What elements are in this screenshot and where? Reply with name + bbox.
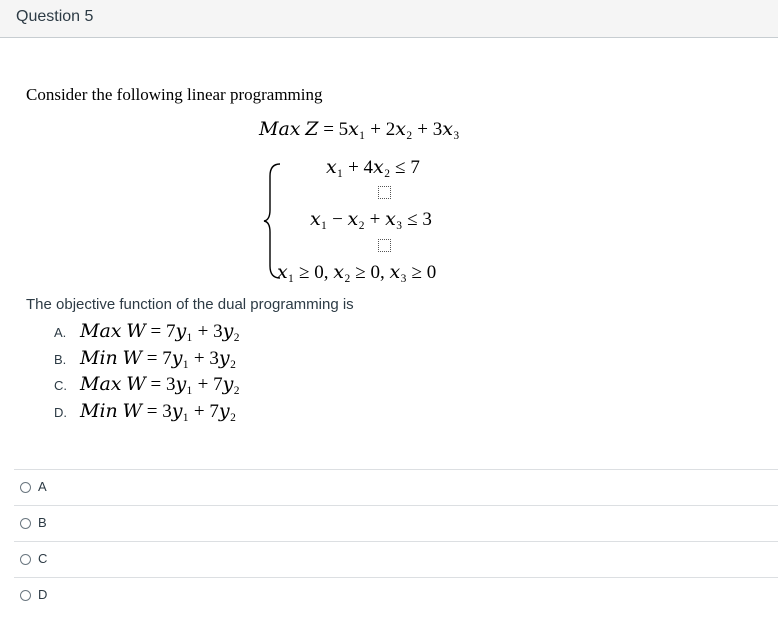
option-c	[54, 373, 240, 396]
constraint-1: 𝑥₁ + 4𝑥₂ ≤ 7	[326, 157, 420, 178]
radio-button[interactable]	[20, 518, 31, 529]
option-letter: D.	[54, 405, 67, 420]
nonnegativity-constraint: 𝑥₁ ≥ 0, 𝑥₂ ≥ 0, 𝑥₃ ≥ 0	[277, 262, 437, 283]
answer-label[interactable]: D	[38, 587, 48, 602]
question-title: Question 5	[16, 8, 94, 25]
option-expression: 𝑀𝑖𝑛 𝑊 = 3𝑦₁ + 7𝑦₂	[80, 401, 237, 422]
option-expression: 𝑀𝑎𝑥 𝑊 = 3𝑦₁ + 7𝑦₂	[80, 374, 240, 395]
placeholder-box-icon	[378, 186, 391, 199]
option-letter: C.	[54, 378, 67, 393]
option-expression: 𝑀𝑖𝑛 𝑊 = 7𝑦₁ + 3𝑦₂	[80, 348, 237, 369]
option-expression: 𝑀𝑎𝑥 𝑊 = 7𝑦₁ + 3𝑦₂	[80, 321, 240, 342]
question-header	[0, 0, 778, 38]
objective-function: 𝑀𝑎𝑥 𝑍 = 5𝑥₁ + 2𝑥₂ + 3𝑥₃	[259, 119, 460, 140]
dual-prompt: The objective function of the dual programming is	[26, 296, 354, 313]
radio-button[interactable]	[20, 482, 31, 493]
option-letter: A.	[54, 325, 67, 340]
option-a	[54, 320, 240, 343]
answer-choice-b[interactable]	[14, 505, 778, 541]
answer-label[interactable]: A	[38, 479, 47, 494]
answer-label[interactable]: B	[38, 515, 47, 530]
answer-choice-a[interactable]	[14, 469, 778, 505]
radio-button[interactable]	[20, 554, 31, 565]
option-letter: B.	[54, 352, 67, 367]
option-d	[54, 400, 236, 423]
option-b	[54, 347, 236, 370]
question-prompt: Consider the following linear programming	[26, 85, 323, 104]
answer-choice-c[interactable]	[14, 541, 778, 577]
answer-choice-d[interactable]	[14, 577, 778, 613]
placeholder-box-icon	[378, 239, 391, 252]
constraint-2: 𝑥₁ − 𝑥₂ + 𝑥₃ ≤ 3	[310, 209, 432, 230]
answer-label[interactable]: C	[38, 551, 48, 566]
radio-button[interactable]	[20, 590, 31, 601]
